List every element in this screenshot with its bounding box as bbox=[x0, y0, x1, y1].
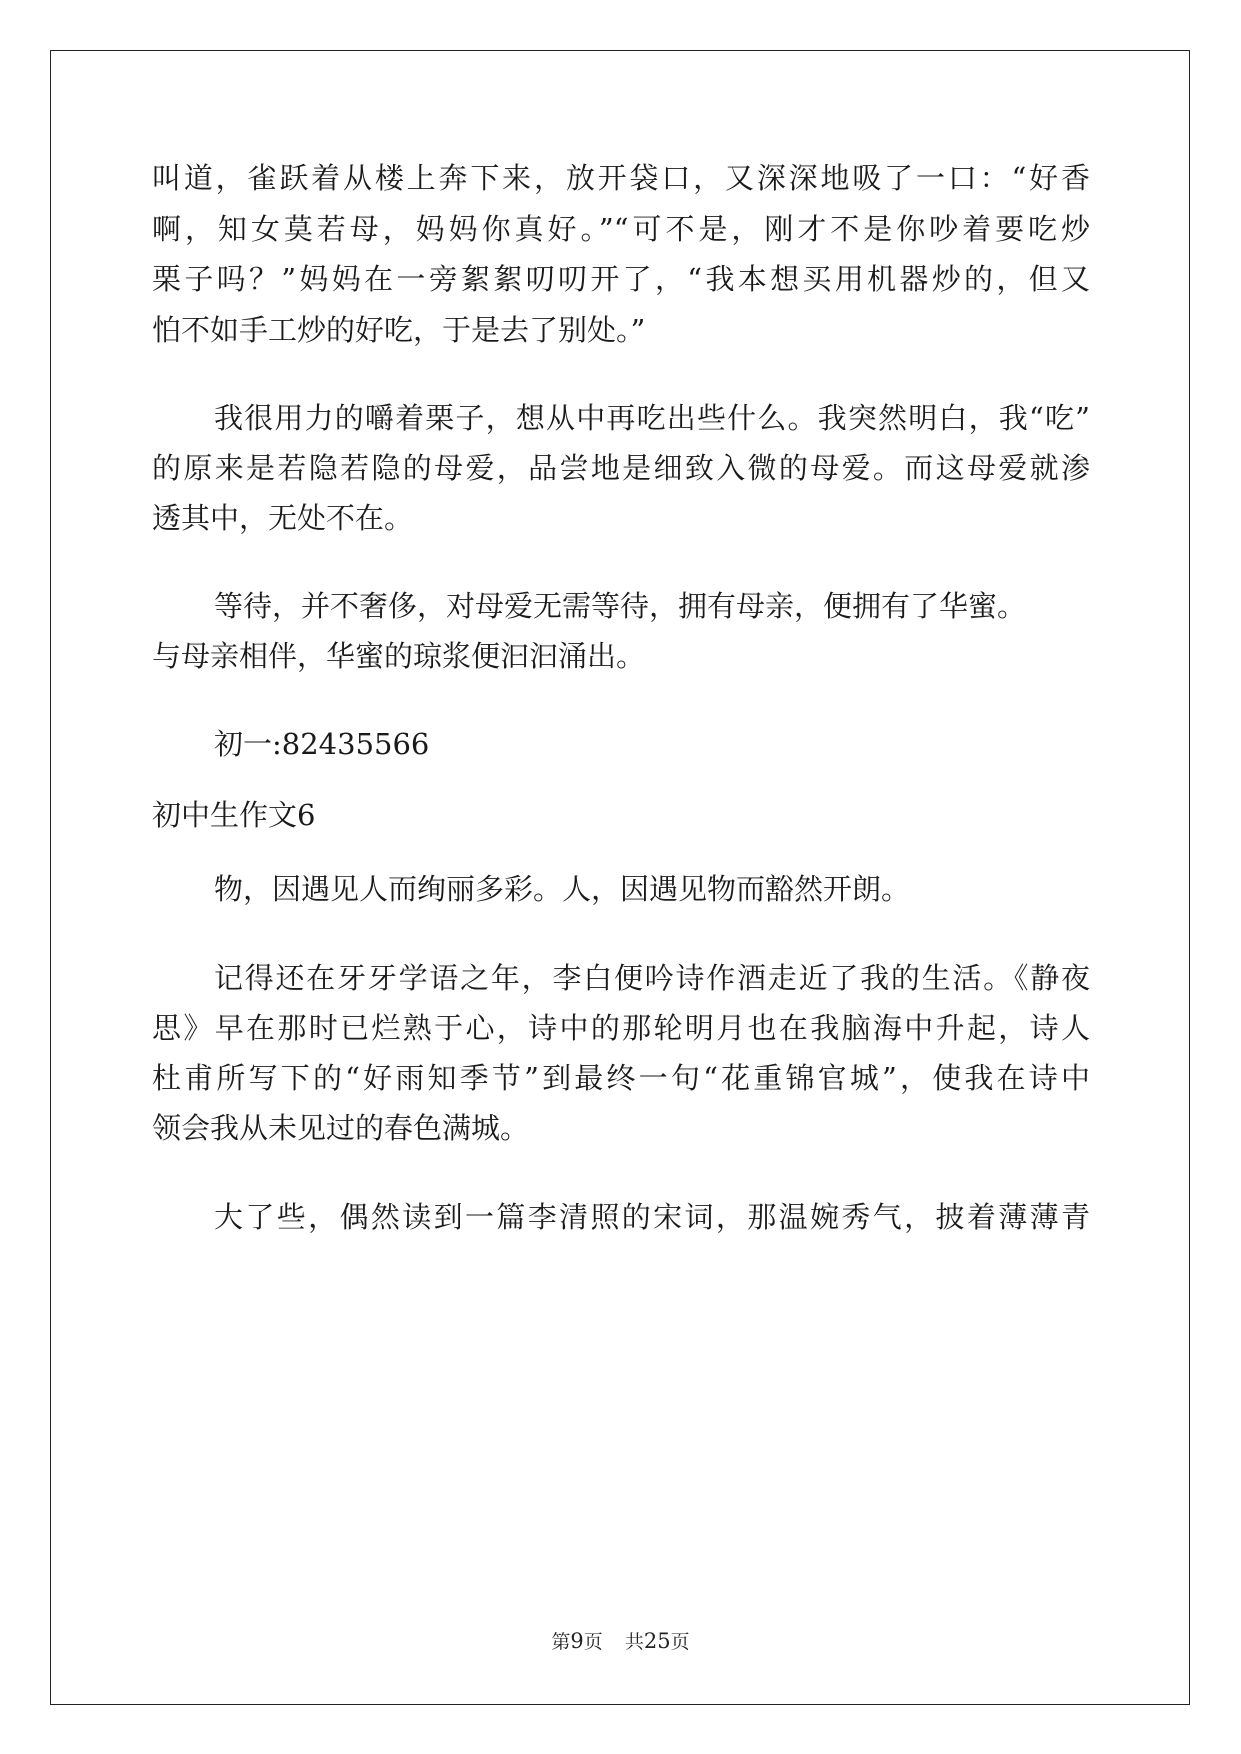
text-line: 杜甫所写下的“好雨知季节”到最终一句“花重锦官城”，使我在诗中 bbox=[152, 1061, 1090, 1095]
text-line: 怕不如手工炒的好吃，于是去了别处。” bbox=[152, 313, 646, 347]
total-unit: 页 bbox=[670, 1631, 690, 1653]
text-line: 透其中，无处不在。 bbox=[152, 501, 414, 535]
paragraph-first-line: 等待，并不奢侈，对母爱无需等待，拥有母亲，便拥有了华蜜。 bbox=[214, 589, 1027, 623]
text-line: 栗子吗？”妈妈在一旁絮絮叨叨开了，“我本想买用机器炒的，但又 bbox=[152, 262, 1090, 296]
text-line: 啊，知女莫若母，妈妈你真好。”“可不是，刚才不是你吵着要吃炒 bbox=[152, 212, 1090, 246]
total-prefix: 共 bbox=[624, 1631, 644, 1653]
text-line: 领会我从未见过的春色满城。 bbox=[152, 1111, 530, 1145]
text-line: 的原来是若隐若隐的母爱，品尝地是细致入微的母爱。而这母爱就渗 bbox=[152, 451, 1090, 485]
page-unit: 页 bbox=[583, 1631, 603, 1653]
total-page-number: 25 bbox=[643, 1629, 671, 1653]
page-footer bbox=[0, 1628, 1241, 1655]
current-page-number: 9 bbox=[570, 1629, 584, 1653]
text-line: 思》早在那时已烂熟于心，诗中的那轮明月也在我脑海中升起，诗人 bbox=[152, 1011, 1090, 1045]
paragraph-first-line: 记得还在牙牙学语之年，李白便吟诗作酒走近了我的生活。《静夜 bbox=[214, 961, 1090, 995]
paragraph-first-line: 物，因遇见人而绚丽多彩。人，因遇见物而豁然开朗。 bbox=[214, 872, 911, 906]
qq-number-line: 初一:82435566 bbox=[214, 727, 430, 761]
paragraph-first-line: 大了些，偶然读到一篇李清照的宋词，那温婉秀气，披着薄薄青 bbox=[214, 1200, 1090, 1234]
text-line: 叫道，雀跃着从楼上奔下来，放开袋口，又深深地吸了一口：“好香 bbox=[152, 161, 1090, 195]
page-prefix: 第 bbox=[551, 1631, 571, 1653]
essay-title: 初中生作文6 bbox=[152, 798, 316, 832]
paragraph-first-line: 我很用力的嚼着栗子，想从中再吃出些什么。我突然明白，我“吃” bbox=[214, 401, 1090, 435]
text-line: 与母亲相伴，华蜜的琼浆便汩汩涌出。 bbox=[152, 639, 646, 673]
